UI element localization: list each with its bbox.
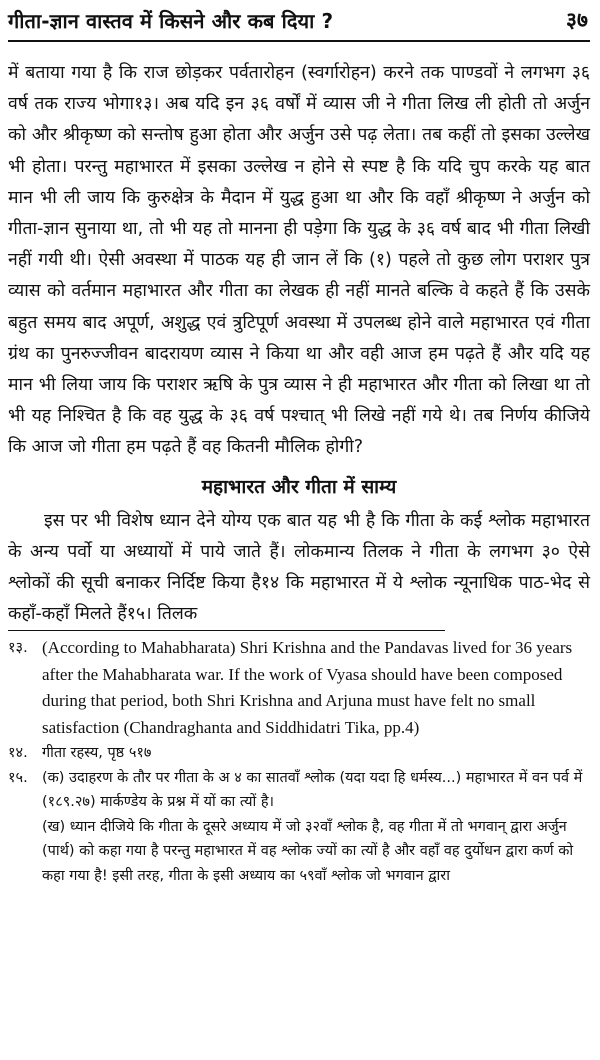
paragraph-1: में बताया गया है कि राज छोड़कर पर्वतारोहन (स्वर्गारोहन) करने तक पाण्डवों ने लगभग ३६ वर्ष तक राज्य भोगा१३। अब यदि इन ३६ वर्षों में व्यास जी ने गीता लिख ली होती तो अर्जुन को और श्रीकृष्ण को सन्तोष हुआ होता और अर्जुन उसे पढ़ लेता। तब कहीं तो इसका उल्लेख भी होता। परन्तु महाभारत में इसका उल्लेख न होने से स्पष्ट है कि यदि चुप करके यह बात मान भी ली जाय कि कुरुक्षेत्र के मैदान में युद्ध हुआ था और कि वहाँ श्रीकृष्ण ने अर्जुन को गीता-ज्ञान सुनाया था, तो भी यह तो मानना ही पड़ेगा कि युद्ध के ३६ वर्ष बाद भी गीता लिखी नहीं गयी थी। ऐसी अवस्था में पाठक यह ही जान लें कि (१) पहले तो कुछ लोग पराशर पुत्र व्यास को वर्तमान महाभारत और गीता का लेखक ही नहीं मानते बल्कि वे कहते हैं कि उसके बहुत समय बाद अपूर्ण, अशुद्ध एवं त्रुटिपूर्ण अवस्था में उपलब्ध होने वाले महाभारत एवं गीता ग्रंथ का पुनरुज्जीवन बादरायण व्यास ने किया था और वही आज हम पढ़ते हैं और यदि यह मान भी लिया जाय कि पराशर ऋषि के पुत्र व्यास ने ही महाभारत और गीता को लिखा था तो भी यह निश्चित है कि वह युद्ध के ३६ वर्ष पश्चात् भी लिखे नहीं गये थे। तब निर्णय कीजिये कि आज जो गीता हम पढ़ते हैं वह कितनी मौलिक होगी?	[8, 63, 591, 458]
footnote-13	[8, 635, 590, 741]
footnote-text: गीता रहस्य, पृष्ठ ५१७	[42, 745, 152, 762]
footnote-text: (According to Mahabharata) Shri Krishna and the Pandavas lived for 36 years after the Mahabharata war. If the work of Vyasa should have been composed during that period, both Shri Krishna and Arjuna must have felt no small satisfaction (Chandraghanta and Siddhidatri Tika, pp.4)	[42, 638, 573, 737]
chapter-title: गीता-ज्ञान वास्तव में किसने और कब दिया ?	[8, 8, 334, 33]
footnote-15	[8, 766, 590, 889]
footnote-marker: १५.	[8, 769, 28, 786]
paragraph-2: इस पर भी विशेष ध्यान देने योग्य एक बात यह भी है कि गीता के कई श्लोक महाभारत के अन्य पर्वो या अध्यायों में पाये जाते हैं। लोकमान्य तिलक ने गीता के लगभग ३० ऐसे श्लोकों की सूची बनाकर निर्दिष्ट किया है१४ कि महाभारत में ये श्लोक न्यूनाधिक पाठ-भेद से कहाँ-कहाँ मिलते हैं१५। तिलक	[8, 510, 590, 625]
footnote-part-b: (ख) ध्यान दीजिये कि गीता के दूसरे अध्याय में जो ३२वाँ श्लोक है, वह गीता में तो भगवान् द्वारा अर्जुन (पार्थ) को कहा गया है परन्तु महाभारत में वह श्लोक ज्यों का त्यों है और वहाँ वह दुर्योधन द्वारा कर्ण को कहा गया है! इसी तरह, गीता के इसी अध्याय का ५९वाँ श्लोक जो भगवान द्वारा	[42, 818, 574, 884]
footnote-part-a: (क) उदाहरण के तौर पर गीता के अ ४ का सातवाँ श्लोक (यदा यदा हि धर्मस्य...) महाभारत में वन पर्व में (१८९.२७) मार्कण्डेय के प्रश्न में यों का त्यों है।	[42, 769, 583, 811]
footnote-marker: १४.	[8, 745, 28, 762]
footnote-14	[8, 741, 590, 766]
footnote-text	[42, 766, 590, 889]
main-text	[8, 58, 590, 630]
footnote-marker: १३.	[8, 640, 28, 657]
page-number: ३७	[565, 8, 588, 32]
footnotes	[8, 635, 590, 893]
running-header	[8, 0, 590, 42]
footnote-divider	[8, 630, 445, 631]
section-heading: महाभारत और गीता में साम्य	[201, 475, 397, 498]
